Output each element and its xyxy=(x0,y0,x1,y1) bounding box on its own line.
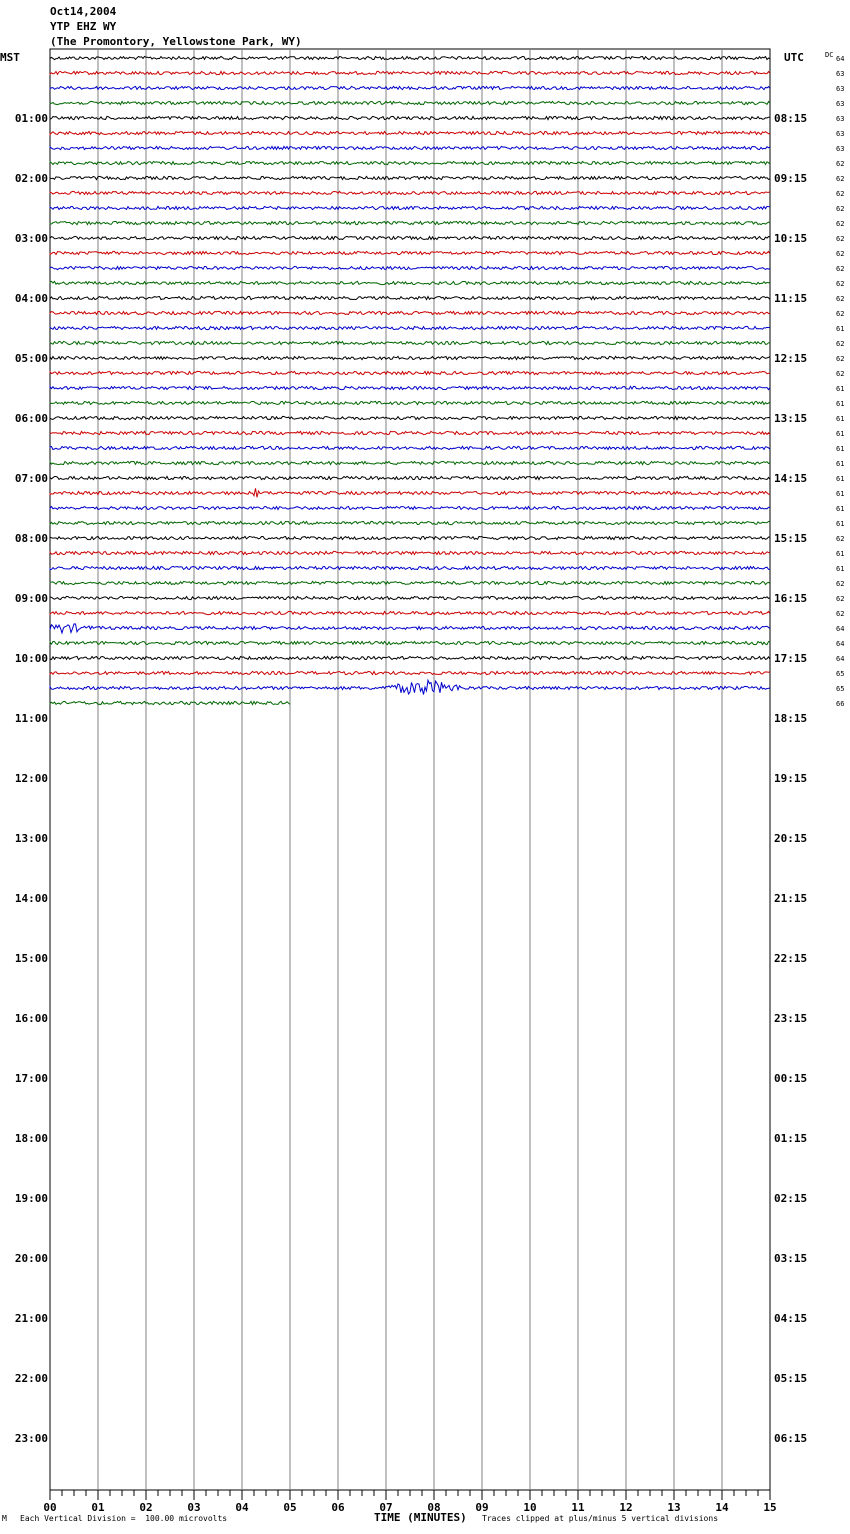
dc-offset-label: 62 xyxy=(836,190,845,198)
seismic-trace xyxy=(50,386,770,389)
seismic-trace xyxy=(50,371,770,374)
mst-hour-label: 14:00 xyxy=(14,892,48,905)
utc-hour-label: 12:15 xyxy=(774,352,808,365)
dc-offset-label: 61 xyxy=(836,520,845,528)
dc-offset-label: 62 xyxy=(836,355,845,363)
seismic-trace xyxy=(50,221,770,224)
x-tick-label: 04 xyxy=(235,1501,249,1514)
mst-hour-label: 10:00 xyxy=(14,652,48,665)
mst-hour-label: 13:00 xyxy=(14,832,48,845)
utc-hour-label: 04:15 xyxy=(774,1312,808,1325)
dc-offset-label: 61 xyxy=(836,505,845,513)
mst-hour-label: 21:00 xyxy=(14,1312,48,1325)
seismic-trace xyxy=(50,656,770,659)
right-timezone-label: UTC xyxy=(784,51,804,64)
seismic-trace xyxy=(50,251,770,254)
mst-hour-label: 15:00 xyxy=(14,952,48,965)
seismic-trace xyxy=(50,146,770,149)
mst-hour-label: 22:00 xyxy=(14,1372,48,1385)
station-code: YTP EHZ WY xyxy=(50,20,117,33)
x-tick-label: 15 xyxy=(763,1501,777,1514)
mst-hour-label: 07:00 xyxy=(14,472,48,485)
seismic-trace xyxy=(50,671,770,674)
seismic-trace xyxy=(50,624,770,633)
seismic-trace xyxy=(50,326,770,329)
utc-hour-label: 17:15 xyxy=(774,652,808,665)
dc-offset-label: 61 xyxy=(836,565,845,573)
x-tick-label: 07 xyxy=(379,1501,393,1514)
seismic-trace xyxy=(50,206,770,209)
dc-offset-label: 65 xyxy=(836,685,845,693)
utc-hour-label: 11:15 xyxy=(774,292,808,305)
utc-hour-label: 02:15 xyxy=(774,1192,808,1205)
seismic-trace xyxy=(50,416,770,419)
seismic-trace xyxy=(50,680,770,694)
x-tick-label: 03 xyxy=(187,1501,201,1514)
utc-hour-label: 20:15 xyxy=(774,832,808,845)
dc-offset-label: 61 xyxy=(836,385,845,393)
seismic-trace xyxy=(50,401,770,404)
dc-offset-label: 64 xyxy=(836,625,845,633)
dc-offset-label: 62 xyxy=(836,580,845,588)
seismic-trace xyxy=(50,236,770,239)
dc-offset-label: 64 xyxy=(836,640,845,648)
dc-offset-label: 63 xyxy=(836,70,845,78)
utc-hour-label: 23:15 xyxy=(774,1012,808,1025)
dc-offset-label: 62 xyxy=(836,595,845,603)
dc-offset-label: 62 xyxy=(836,160,845,168)
x-tick-label: 05 xyxy=(283,1501,297,1514)
utc-hour-label: 08:15 xyxy=(774,112,808,125)
corner-mark: M xyxy=(2,1514,7,1523)
seismic-trace xyxy=(50,116,770,119)
mst-hour-label: 09:00 xyxy=(14,592,48,605)
utc-hour-label: 22:15 xyxy=(774,952,808,965)
dc-offset-label: 62 xyxy=(836,265,845,273)
dc-offset-label: 63 xyxy=(836,145,845,153)
utc-hour-label: 14:15 xyxy=(774,472,808,485)
mst-hour-label: 01:00 xyxy=(14,112,48,125)
seismic-trace xyxy=(50,488,770,497)
station-location: (The Promontory, Yellowstone Park, WY) xyxy=(50,35,302,48)
seismic-trace xyxy=(50,176,770,179)
dc-offset-label: 61 xyxy=(836,400,845,408)
dc-offset-label: 62 xyxy=(836,340,845,348)
x-tick-label: 14 xyxy=(715,1501,729,1514)
dc-offset-label: 61 xyxy=(836,490,845,498)
dc-offset-label: 63 xyxy=(836,85,845,93)
mst-hour-label: 19:00 xyxy=(14,1192,48,1205)
dc-offset-label: 62 xyxy=(836,220,845,228)
dc-offset-label: 65 xyxy=(836,670,845,678)
x-tick-label: 02 xyxy=(139,1501,153,1514)
dc-offset-label: 62 xyxy=(836,370,845,378)
mst-hour-label: 17:00 xyxy=(14,1072,48,1085)
mst-hour-label: 03:00 xyxy=(14,232,48,245)
mst-hour-label: 18:00 xyxy=(14,1132,48,1145)
x-axis-title: TIME (MINUTES) xyxy=(374,1511,467,1524)
utc-hour-label: 15:15 xyxy=(774,532,808,545)
seismic-trace xyxy=(50,311,770,314)
mst-hour-label: 02:00 xyxy=(14,172,48,185)
utc-hour-label: 10:15 xyxy=(774,232,808,245)
dc-offset-label: 62 xyxy=(836,205,845,213)
seismic-trace xyxy=(50,506,770,509)
dc-offset-label: 62 xyxy=(836,310,845,318)
utc-hour-label: 01:15 xyxy=(774,1132,808,1145)
seismic-trace xyxy=(50,611,770,614)
seismic-trace xyxy=(50,536,770,539)
seismic-trace xyxy=(50,581,770,584)
mst-hour-label: 05:00 xyxy=(14,352,48,365)
x-tick-label: 12 xyxy=(619,1501,633,1514)
seismic-trace xyxy=(50,446,770,449)
seismic-trace xyxy=(50,341,770,344)
seismic-trace xyxy=(50,56,770,59)
dc-offset-label: 61 xyxy=(836,550,845,558)
utc-hour-label: 13:15 xyxy=(774,412,808,425)
clip-note: Traces clipped at plus/minus 5 vertical divisions xyxy=(482,1514,719,1523)
dc-offset-label: 62 xyxy=(836,280,845,288)
x-tick-label: 01 xyxy=(91,1501,105,1514)
seismic-trace xyxy=(50,161,770,164)
seismic-trace xyxy=(50,521,770,524)
x-tick-label: 00 xyxy=(43,1501,57,1514)
dc-offset-label: 61 xyxy=(836,460,845,468)
dc-offset-label: 62 xyxy=(836,535,845,543)
seismic-trace xyxy=(50,266,770,269)
dc-offset-label: 62 xyxy=(836,610,845,618)
left-timezone-label: MST xyxy=(0,51,20,64)
mst-hour-label: 16:00 xyxy=(14,1012,48,1025)
seismic-trace xyxy=(50,356,770,359)
x-tick-label: 11 xyxy=(571,1501,585,1514)
dc-offset-label: 62 xyxy=(836,175,845,183)
dc-offset-label: 62 xyxy=(836,250,845,258)
dc-offset-label: 62 xyxy=(836,235,845,243)
dc-offset-label: 63 xyxy=(836,130,845,138)
x-tick-label: 10 xyxy=(523,1501,537,1514)
plot-date: Oct14,2004 xyxy=(50,5,117,18)
seismic-trace xyxy=(50,701,290,704)
seismic-trace xyxy=(50,431,770,434)
dc-label: DC xyxy=(825,51,834,59)
dc-offset-label: 64 xyxy=(836,655,845,663)
utc-hour-label: 00:15 xyxy=(774,1072,808,1085)
seismic-trace xyxy=(50,566,770,569)
dc-offset-label: 61 xyxy=(836,325,845,333)
seismic-trace xyxy=(50,551,770,554)
scale-note: Each Vertical Division = 100.00 microvolts xyxy=(20,1514,228,1523)
mst-hour-label: 11:00 xyxy=(14,712,48,725)
dc-offset-label: 62 xyxy=(836,295,845,303)
utc-hour-label: 19:15 xyxy=(774,772,808,785)
utc-hour-label: 03:15 xyxy=(774,1252,808,1265)
dc-offset-label: 63 xyxy=(836,100,845,108)
x-tick-label: 13 xyxy=(667,1501,681,1514)
mst-hour-label: 08:00 xyxy=(14,532,48,545)
dc-offset-label: 61 xyxy=(836,430,845,438)
dc-offset-label: 66 xyxy=(836,700,845,708)
seismic-trace xyxy=(50,596,770,599)
mst-hour-label: 06:00 xyxy=(14,412,48,425)
utc-hour-label: 06:15 xyxy=(774,1432,808,1445)
utc-hour-label: 16:15 xyxy=(774,592,808,605)
seismic-trace xyxy=(50,476,770,479)
mst-hour-label: 04:00 xyxy=(14,292,48,305)
x-tick-label: 08 xyxy=(427,1501,441,1514)
x-tick-label: 09 xyxy=(475,1501,489,1514)
utc-hour-label: 18:15 xyxy=(774,712,808,725)
utc-hour-label: 21:15 xyxy=(774,892,808,905)
seismic-trace xyxy=(50,281,770,284)
mst-hour-label: 20:00 xyxy=(14,1252,48,1265)
dc-offset-label: 63 xyxy=(836,115,845,123)
utc-hour-label: 05:15 xyxy=(774,1372,808,1385)
seismic-trace xyxy=(50,71,770,74)
mst-hour-label: 12:00 xyxy=(14,772,48,785)
plot-frame xyxy=(50,49,770,1490)
mst-hour-label: 23:00 xyxy=(14,1432,48,1445)
seismic-trace xyxy=(50,461,770,464)
dc-offset-label: 61 xyxy=(836,445,845,453)
seismic-trace xyxy=(50,86,770,89)
seismic-trace xyxy=(50,131,770,134)
utc-hour-label: 09:15 xyxy=(774,172,808,185)
dc-offset-label: 61 xyxy=(836,415,845,423)
seismic-trace xyxy=(50,191,770,194)
x-tick-label: 06 xyxy=(331,1501,345,1514)
dc-offset-label: 64 xyxy=(836,55,845,63)
seismic-trace xyxy=(50,296,770,299)
dc-offset-label: 61 xyxy=(836,475,845,483)
seismic-trace xyxy=(50,641,770,644)
seismic-trace xyxy=(50,101,770,104)
